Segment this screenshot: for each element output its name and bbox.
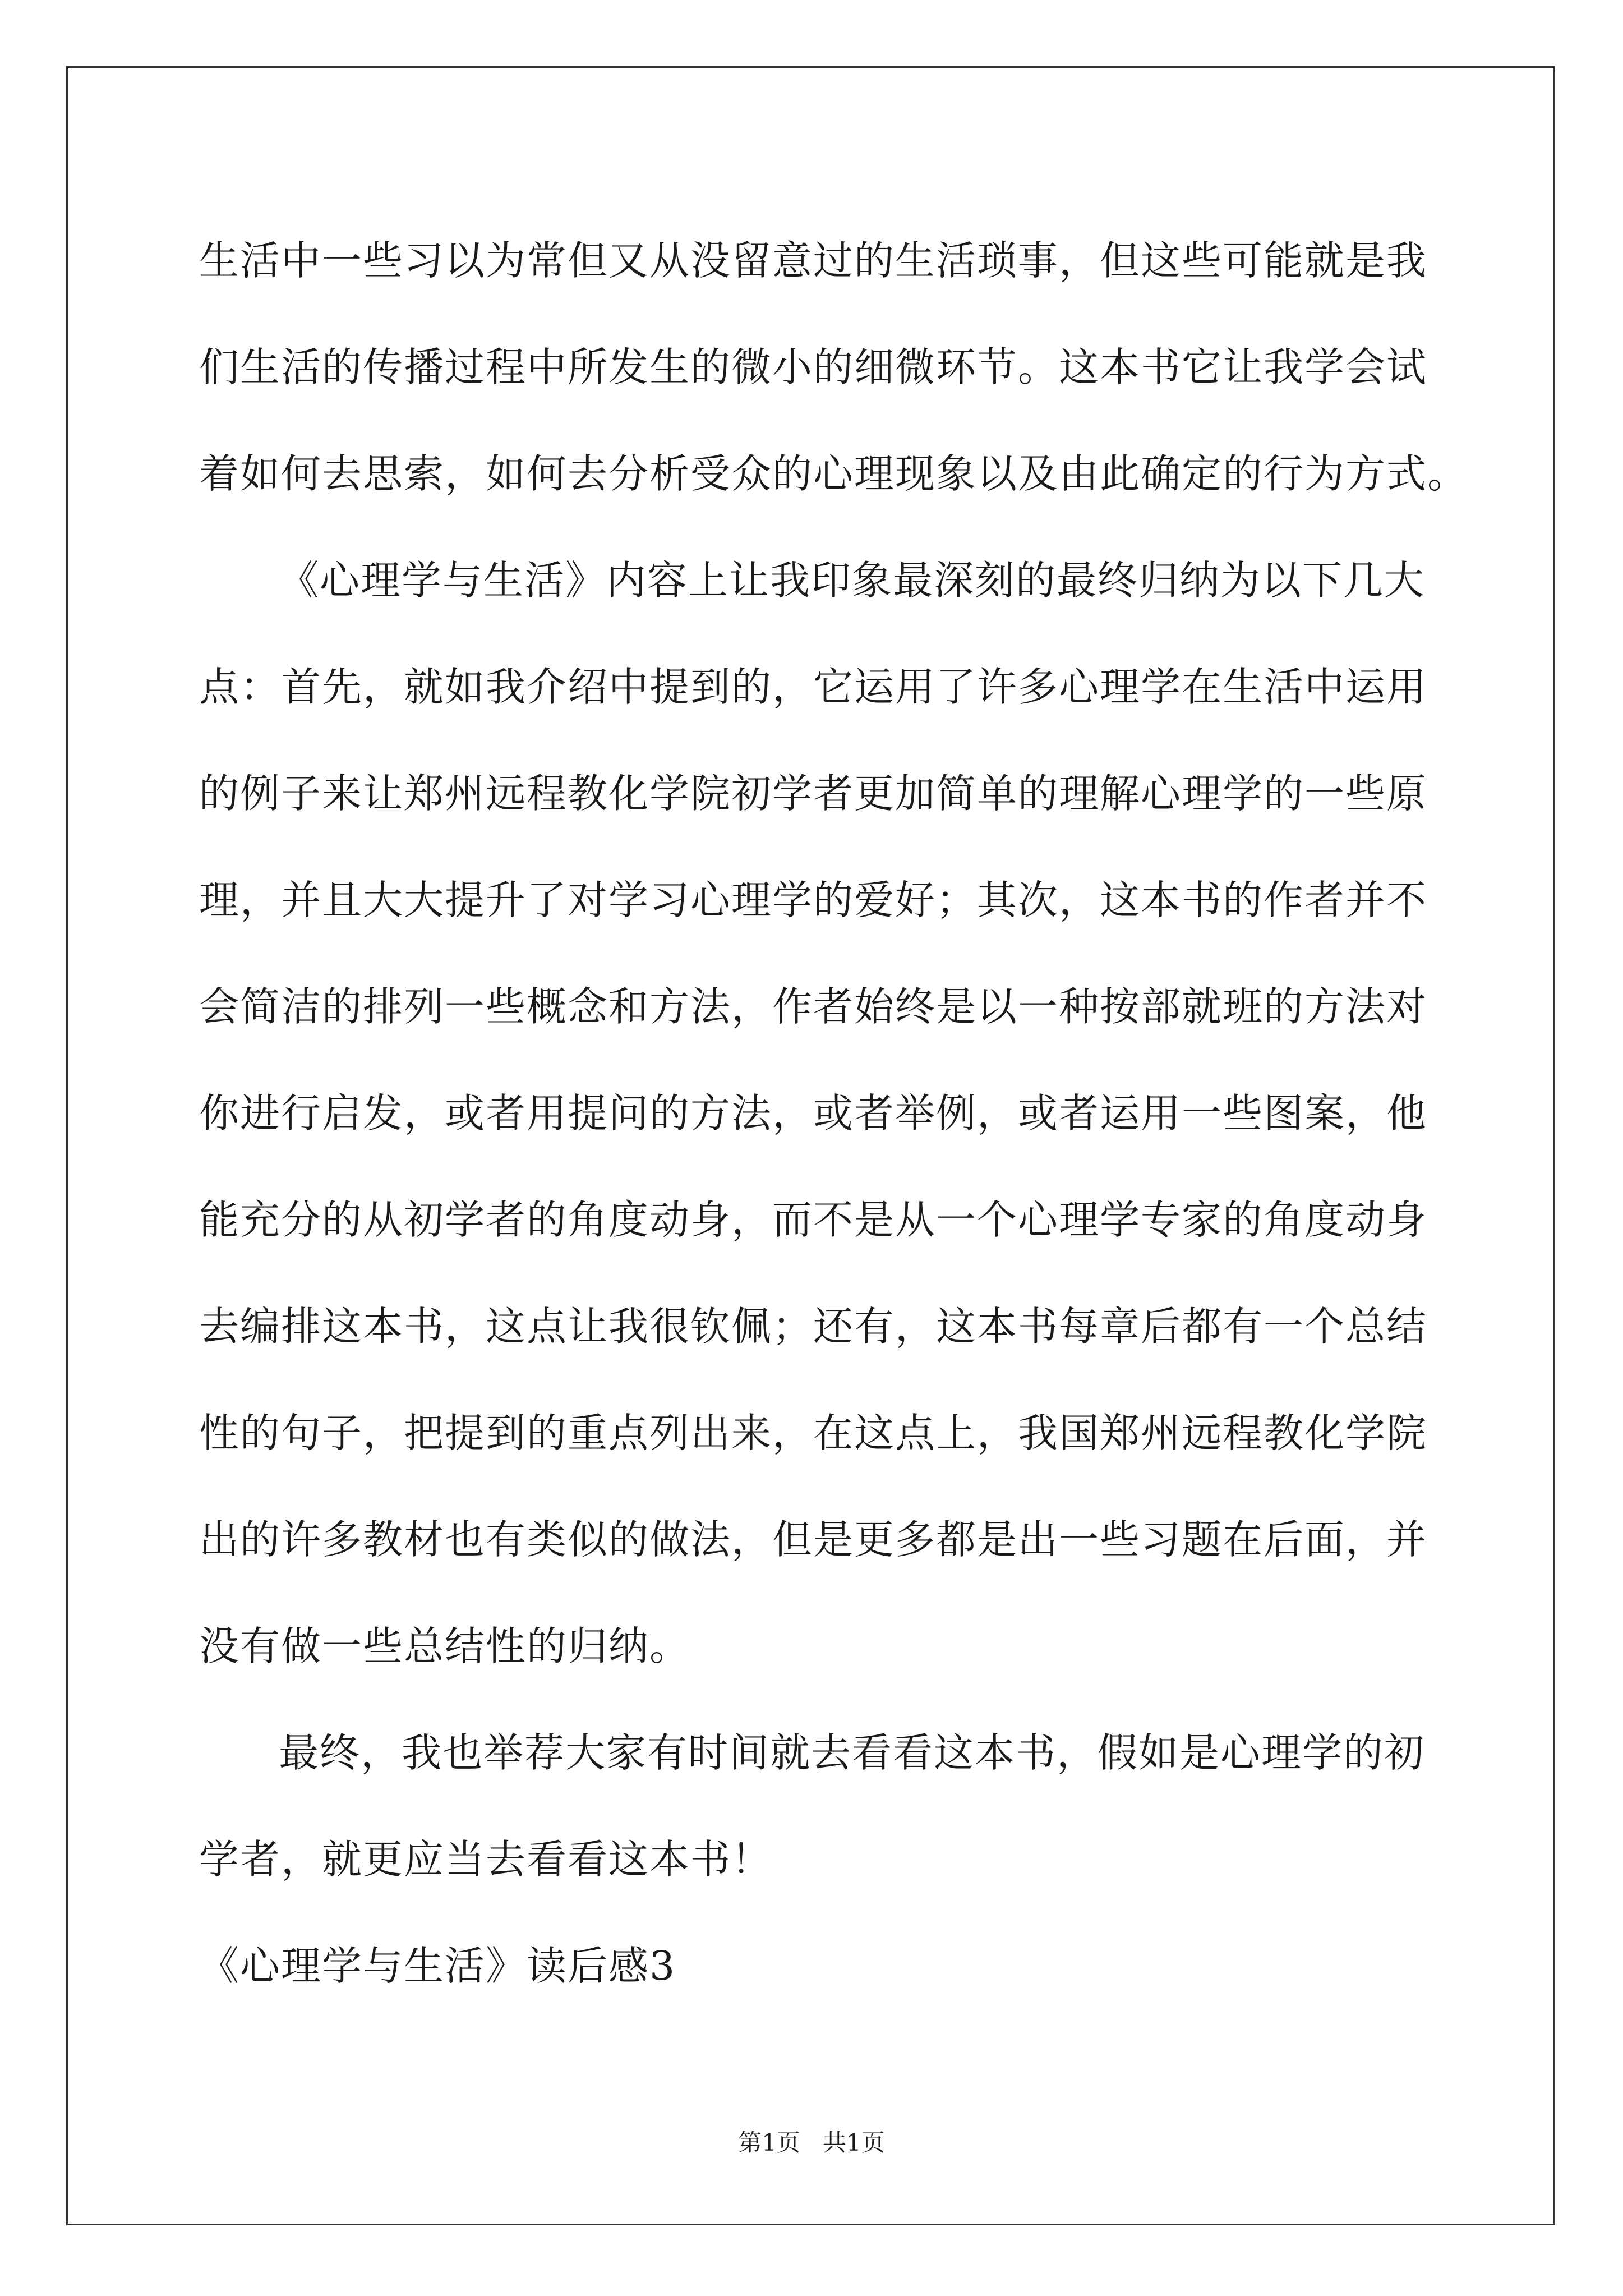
paragraph-start-line: 最终，我也举荐大家有时间就去看看这本书，假如是心理学的初	[279, 1729, 1426, 1776]
section-heading: 《心理学与生活》读后感3	[199, 1943, 676, 1989]
text-line: 的例子来让郑州远程教化学院初学者更加简单的理解心理学的一些原	[199, 770, 1428, 817]
text-line: 们生活的传播过程中所发生的微小的细微环节。这本书它让我学会试	[199, 344, 1428, 390]
text-line: 没有做一些总结性的归纳。	[199, 1623, 691, 1669]
paragraph-start-line: 《心理学与生活》内容上让我印象最深刻的最终归纳为以下几大	[279, 557, 1426, 604]
text-line: 点：首先，就如我介绍中提到的，它运用了许多心理学在生活中运用	[199, 664, 1428, 710]
text-line: 生活中一些习以为常但又从没留意过的生活琐事，但这些可能就是我	[199, 237, 1428, 284]
text-line: 会简洁的排列一些概念和方法，作者始终是以一种按部就班的方法对	[199, 983, 1428, 1030]
text-line: 着如何去思索，如何去分析受众的心理现象以及由此确定的行为方式。	[199, 450, 1469, 497]
text-line: 学者，就更应当去看看这本书！	[199, 1836, 773, 1883]
text-line: 能充分的从初学者的角度动身，而不是从一个心理学专家的角度动身	[199, 1197, 1428, 1243]
page-footer: 第1页 共1页	[738, 2129, 885, 2156]
document-body	[199, 208, 1469, 2019]
text-line: 你进行启发，或者用提问的方法，或者举例，或者运用一些图案，他	[199, 1090, 1428, 1137]
text-line: 理，并且大大提升了对学习心理学的爱好；其次，这本书的作者并不	[199, 877, 1428, 923]
text-line: 去编排这本书，这点让我很钦佩；还有，这本书每章后都有一个总结	[199, 1303, 1428, 1350]
text-line: 出的许多教材也有类似的做法，但是更多都是出一些习题在后面，并	[199, 1516, 1428, 1563]
text-line: 性的句子，把提到的重点列出来，在这点上，我国郑州远程教化学院	[199, 1410, 1428, 1456]
